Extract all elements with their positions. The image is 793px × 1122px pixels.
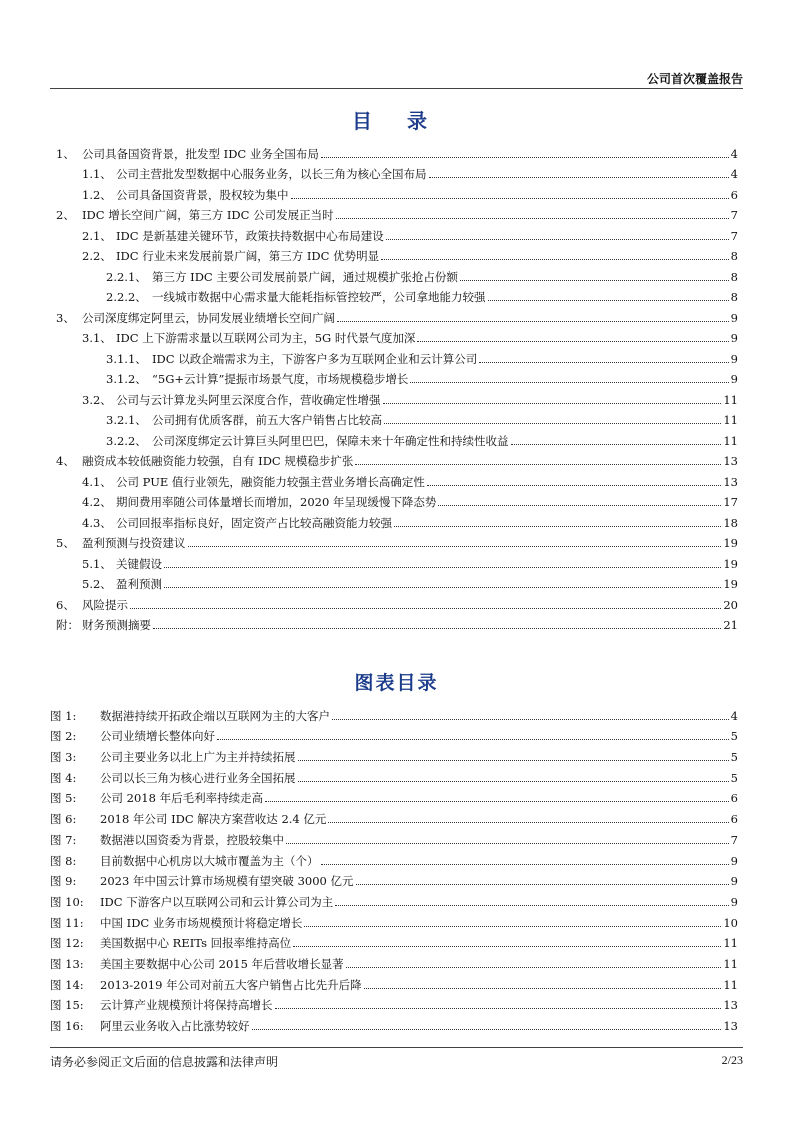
figure-entry-text: IDC 下游客户以互联网公司和云计算公司为主 — [100, 894, 334, 909]
toc-entry-number: 2.2.1、 — [106, 269, 147, 284]
toc-entry[interactable] — [50, 530, 738, 551]
toc-entry-text: 公司主营批发型数据中心服务业务，以长三角为核心全国布局 — [116, 167, 427, 181]
figure-entry-number: 图 7: — [50, 832, 77, 847]
toc-entry-number: 5.1、 — [82, 556, 112, 571]
figure-entry[interactable] — [50, 909, 738, 930]
toc-entry-page: 9 — [730, 372, 738, 386]
toc-entry-page: 11 — [723, 392, 738, 407]
figure-entry-text: 阿里云业务收入占比涨势较好 — [100, 1019, 250, 1033]
figure-entry-page: 9 — [730, 894, 738, 909]
dot-leader — [164, 567, 721, 568]
figure-entry-text: 2023 年中国云计算市场规模有望突破 3000 亿元 — [100, 874, 354, 889]
toc-entry-page: 4 — [730, 167, 738, 181]
figure-entry-number: 图 13: — [50, 956, 84, 971]
toc-entry-text: 公司回报率指标良好，固定资产占比较高融资能力较强 — [116, 515, 392, 530]
footer-disclaimer: 请务必参阅正文后面的信息披露和法律声明 — [50, 1055, 279, 1069]
figure-entry-text: 公司主要业务以北上广为主并持续拓展 — [100, 750, 296, 765]
dot-leader — [252, 1029, 722, 1030]
toc-entry-number: 2、 — [56, 208, 75, 222]
figure-entry[interactable] — [50, 930, 738, 951]
toc-entry[interactable] — [50, 345, 738, 366]
dot-leader — [293, 946, 721, 947]
figure-entry[interactable] — [50, 805, 738, 826]
toc-entry-text: 一线城市数据中心需求量大能耗指标管控较严，公司拿地能力较强 — [152, 290, 486, 304]
toc-entry-text: 公司具备国资背景，批发型 IDC 业务全国布局 — [82, 146, 319, 161]
dot-leader — [355, 464, 721, 465]
dot-leader — [383, 403, 722, 404]
figure-entry-number: 图 1: — [50, 708, 77, 723]
dot-leader — [130, 608, 721, 609]
figure-entry-number: 图 9: — [50, 874, 77, 889]
toc-title: 目 录 — [352, 109, 441, 133]
toc-entry[interactable] — [50, 591, 738, 612]
dot-leader — [298, 781, 729, 782]
toc-entry-text: IDC 以政企端需求为主，下游客户多为互联网企业和云计算公司 — [152, 351, 478, 366]
dot-leader — [427, 485, 721, 486]
toc-entry[interactable] — [50, 448, 738, 469]
figure-entry-number: 图 3: — [50, 750, 77, 765]
toc-entry-number: 2.2、 — [82, 249, 112, 263]
figure-entry-number: 图 4: — [50, 770, 77, 785]
toc-entry-page: 8 — [730, 269, 738, 284]
toc-entry-page: 11 — [723, 433, 738, 448]
figure-entry-number: 图 10: — [50, 894, 84, 909]
toc-entry-number: 4.3、 — [82, 515, 112, 530]
toc-entry[interactable] — [50, 263, 738, 284]
toc-entry-number: 3.1.1、 — [106, 351, 147, 366]
toc-entry-number: 3.2、 — [82, 392, 112, 407]
dot-leader — [275, 1008, 722, 1009]
dot-leader — [337, 321, 729, 322]
figure-entry[interactable] — [50, 723, 738, 744]
toc-entry-page: 9 — [730, 310, 738, 325]
toc-entry[interactable] — [50, 407, 738, 428]
figure-entry-number: 图 11: — [50, 915, 84, 930]
toc-entry[interactable] — [50, 489, 738, 510]
toc-entry-page: 19 — [723, 577, 738, 591]
figure-entry-page: 11 — [723, 956, 738, 971]
figure-entry-text: 数据港以国资委为背景，控股较集中 — [100, 832, 284, 847]
figure-entry[interactable] — [50, 847, 738, 868]
toc-entry-text: 盈利预测 — [116, 577, 162, 591]
figure-entry-number: 图 6: — [50, 812, 77, 827]
toc-entry-page: 19 — [723, 536, 738, 550]
toc-entry-number: 1、 — [56, 146, 75, 161]
figure-entry-page: 6 — [730, 791, 738, 806]
figure-entry[interactable] — [50, 764, 738, 785]
dot-leader — [217, 739, 729, 740]
toc-entry-number: 1.2、 — [82, 187, 112, 202]
figure-entry[interactable] — [50, 950, 738, 971]
figure-list-title: 图表目录 — [354, 672, 439, 694]
dot-leader — [321, 157, 729, 158]
dot-leader — [188, 546, 722, 547]
toc-entry-number: 3.2.1、 — [106, 413, 147, 427]
dot-leader — [304, 926, 721, 927]
figure-entry-page: 9 — [730, 853, 738, 868]
toc-entry-number: 4.2、 — [82, 495, 112, 509]
dot-leader — [153, 628, 721, 629]
toc-entry-text: 期间费用率随公司体量增长而增加，2020 年呈现缓慢下降态势 — [116, 495, 437, 509]
toc-entry-text: “5G+云计算”提振市场景气度，市场规模稳步增长 — [152, 372, 409, 386]
toc-entry-text: 公司具备国资背景，股权较为集中 — [116, 187, 289, 202]
toc-entry-number: 2.2.2、 — [106, 290, 147, 304]
figure-list — [50, 702, 738, 1033]
dot-leader — [410, 382, 728, 383]
toc-entry[interactable] — [50, 161, 738, 182]
toc-entry-page: 8 — [730, 290, 738, 304]
toc-entry-text: IDC 增长空间广阔，第三方 IDC 公司发展正当时 — [82, 208, 334, 222]
figure-entry-page: 9 — [730, 874, 738, 889]
toc-entry-number: 附： — [56, 618, 79, 632]
figure-entry-text: 公司以长三角为核心进行业务全国拓展 — [100, 770, 296, 785]
figure-entry-page: 7 — [730, 832, 738, 847]
figure-entry-page: 5 — [730, 770, 738, 785]
toc-entry-page: 21 — [723, 618, 738, 632]
toc-entry-number: 5.2、 — [82, 577, 112, 591]
figure-entry-text: 公司业绩增长整体向好 — [100, 729, 215, 744]
figure-entry[interactable] — [50, 868, 738, 889]
figure-entry[interactable] — [50, 992, 738, 1013]
dot-leader — [384, 423, 721, 424]
toc-entry[interactable] — [50, 325, 738, 346]
dot-leader — [291, 198, 729, 199]
figure-entry-text: 美国主要数据中心公司 2015 年后营收增长显著 — [100, 956, 344, 971]
figure-entry[interactable] — [50, 1012, 738, 1033]
toc-entry[interactable] — [50, 468, 738, 489]
toc-entry-page: 13 — [723, 454, 738, 468]
toc-entry[interactable] — [50, 304, 738, 325]
toc-entry-text: 公司 PUE 值行业领先，融资能力较强主营业务增长高确定性 — [116, 474, 425, 489]
toc-entry-page: 8 — [730, 249, 738, 263]
dot-leader — [298, 760, 729, 761]
figure-entry-page: 6 — [730, 812, 738, 827]
toc-entry-number: 4、 — [56, 454, 75, 468]
toc-entry-number: 3、 — [56, 310, 75, 325]
figure-entry-number: 图 12: — [50, 936, 84, 951]
toc-entry-text: 第三方 IDC 主要公司发展前景广阔，通过规模扩张抢占份额 — [152, 269, 458, 284]
dot-leader — [286, 843, 729, 844]
figure-entry-page: 5 — [730, 729, 738, 744]
dot-leader — [429, 177, 729, 178]
toc-entry-number: 5、 — [56, 536, 75, 550]
figure-entry-page: 4 — [730, 708, 738, 723]
toc-entry[interactable] — [50, 612, 738, 633]
toc-entry[interactable] — [50, 222, 738, 243]
figure-entry-text: 中国 IDC 业务市场规模预计将稳定增长 — [100, 915, 303, 930]
figure-entry-number: 图 2: — [50, 729, 77, 744]
toc-entry-text: IDC 是新基建关键环节，政策扶持数据中心布局建设 — [116, 228, 384, 243]
dot-leader — [460, 280, 729, 281]
toc-entry-text: 关键假设 — [116, 556, 162, 571]
toc-entry-text: 公司与云计算龙头阿里云深度合作，营收确定性增强 — [116, 392, 381, 407]
toc-entry-number: 3.2.2、 — [106, 433, 147, 448]
dot-leader — [394, 526, 721, 527]
dot-leader — [386, 239, 729, 240]
dot-leader — [336, 218, 729, 219]
figure-entry-page: 10 — [723, 915, 738, 930]
toc-entry[interactable] — [50, 140, 738, 161]
toc-entry[interactable] — [50, 550, 738, 571]
figure-entry-text: 公司 2018 年后毛利率持续走高 — [100, 791, 264, 806]
toc-entry-number: 6、 — [56, 597, 75, 612]
toc-entry-page: 20 — [723, 597, 738, 612]
figure-entry[interactable] — [50, 826, 738, 847]
toc-entry-text: 公司拥有优质客群，前五大客户销售占比较高 — [152, 413, 382, 427]
toc-entry-page: 4 — [730, 146, 738, 161]
toc-entry-page: 7 — [730, 228, 738, 243]
dot-leader — [356, 884, 729, 885]
toc-list — [50, 140, 738, 632]
figure-entry[interactable] — [50, 888, 738, 909]
toc-entry-number: 3.1、 — [82, 331, 112, 345]
header-rule — [50, 88, 743, 89]
toc-entry-page: 6 — [730, 187, 738, 202]
figure-entry[interactable] — [50, 702, 738, 723]
dot-leader — [417, 341, 728, 342]
toc-entry-text: 融资成本较低融资能力较强，自有 IDC 规模稳步扩张 — [82, 454, 354, 468]
toc-entry[interactable] — [50, 509, 738, 530]
dot-leader — [511, 444, 722, 445]
dot-leader — [328, 822, 728, 823]
figure-entry-number: 图 5: — [50, 791, 77, 806]
toc-entry[interactable] — [50, 284, 738, 305]
figure-entry-number: 图 14: — [50, 977, 84, 992]
toc-entry-text: 公司深度绑定阿里云，协同发展业绩增长空间广阔 — [82, 310, 335, 325]
toc-entry[interactable] — [50, 181, 738, 202]
dot-leader — [332, 719, 729, 720]
toc-entry-text: 盈利预测与投资建议 — [82, 536, 186, 550]
toc-entry[interactable] — [50, 386, 738, 407]
figure-entry-page: 13 — [723, 1019, 738, 1033]
toc-entry-page: 18 — [723, 515, 738, 530]
dot-leader — [479, 362, 728, 363]
dot-leader — [364, 988, 722, 989]
toc-entry-page: 9 — [730, 331, 738, 345]
dot-leader — [321, 864, 729, 865]
figure-entry[interactable] — [50, 785, 738, 806]
figure-entry-page: 11 — [723, 936, 738, 951]
toc-entry[interactable] — [50, 243, 738, 264]
toc-entry-number: 1.1、 — [82, 167, 112, 181]
toc-entry-page: 11 — [723, 413, 738, 427]
toc-entry-text: IDC 行业未来发展前景广阔，第三方 IDC 优势明显 — [116, 249, 380, 263]
toc-entry-text: IDC 上下游需求量以互联网公司为主，5G 时代景气度加深 — [116, 331, 416, 345]
toc-entry-page: 7 — [730, 208, 738, 222]
toc-entry[interactable] — [50, 571, 738, 592]
footer-rule — [50, 1047, 743, 1048]
toc-entry-text: 公司深度绑定云计算巨头阿里巴巴，保障未来十年确定性和持续性收益 — [152, 433, 509, 448]
toc-entry-text: 财务预测摘要 — [82, 618, 151, 632]
figure-entry-page: 13 — [723, 998, 738, 1013]
dot-leader — [346, 967, 722, 968]
toc-entry[interactable] — [50, 427, 738, 448]
toc-entry[interactable] — [50, 202, 738, 223]
toc-entry-page: 13 — [723, 474, 738, 489]
figure-entry[interactable] — [50, 971, 738, 992]
toc-entry-number: 3.1.2、 — [106, 372, 147, 386]
figure-entry-text: 美国数据中心 REITs 回报率维持高位 — [100, 936, 292, 951]
figure-entry-number: 图 15: — [50, 998, 84, 1013]
figure-entry-text: 数据港持续开拓政企端以互联网为主的大客户 — [100, 708, 330, 723]
toc-entry[interactable] — [50, 366, 738, 387]
toc-entry-page: 9 — [730, 351, 738, 366]
figure-entry-number: 图 16: — [50, 1019, 84, 1033]
toc-entry-page: 19 — [723, 556, 738, 571]
dot-leader — [335, 905, 728, 906]
dot-leader — [265, 801, 729, 802]
report-type-header: 公司首次覆盖报告 — [646, 72, 743, 86]
figure-entry-text: 2013-2019 年公司对前五大客户销售占比先升后降 — [100, 977, 362, 992]
toc-entry-page: 17 — [723, 495, 738, 509]
toc-entry-number: 4.1、 — [82, 474, 112, 489]
figure-entry-text: 目前数据中心机房以大城市覆盖为主（个） — [100, 853, 319, 868]
dot-leader — [438, 505, 721, 506]
figure-entry-page: 11 — [723, 977, 738, 992]
figure-entry[interactable] — [50, 743, 738, 764]
figure-entry-text: 2018 年公司 IDC 解决方案营收达 2.4 亿元 — [100, 812, 327, 827]
figure-entry-number: 图 8: — [50, 853, 77, 868]
dot-leader — [488, 300, 729, 301]
toc-entry-text: 风险提示 — [82, 597, 128, 612]
dot-leader — [164, 587, 721, 588]
toc-entry-number: 2.1、 — [82, 228, 112, 243]
figure-entry-text: 云计算产业规模预计将保持高增长 — [100, 998, 273, 1013]
footer-page-number: 2/23 — [721, 1053, 743, 1067]
figure-entry-page: 5 — [730, 750, 738, 765]
dot-leader — [381, 259, 729, 260]
